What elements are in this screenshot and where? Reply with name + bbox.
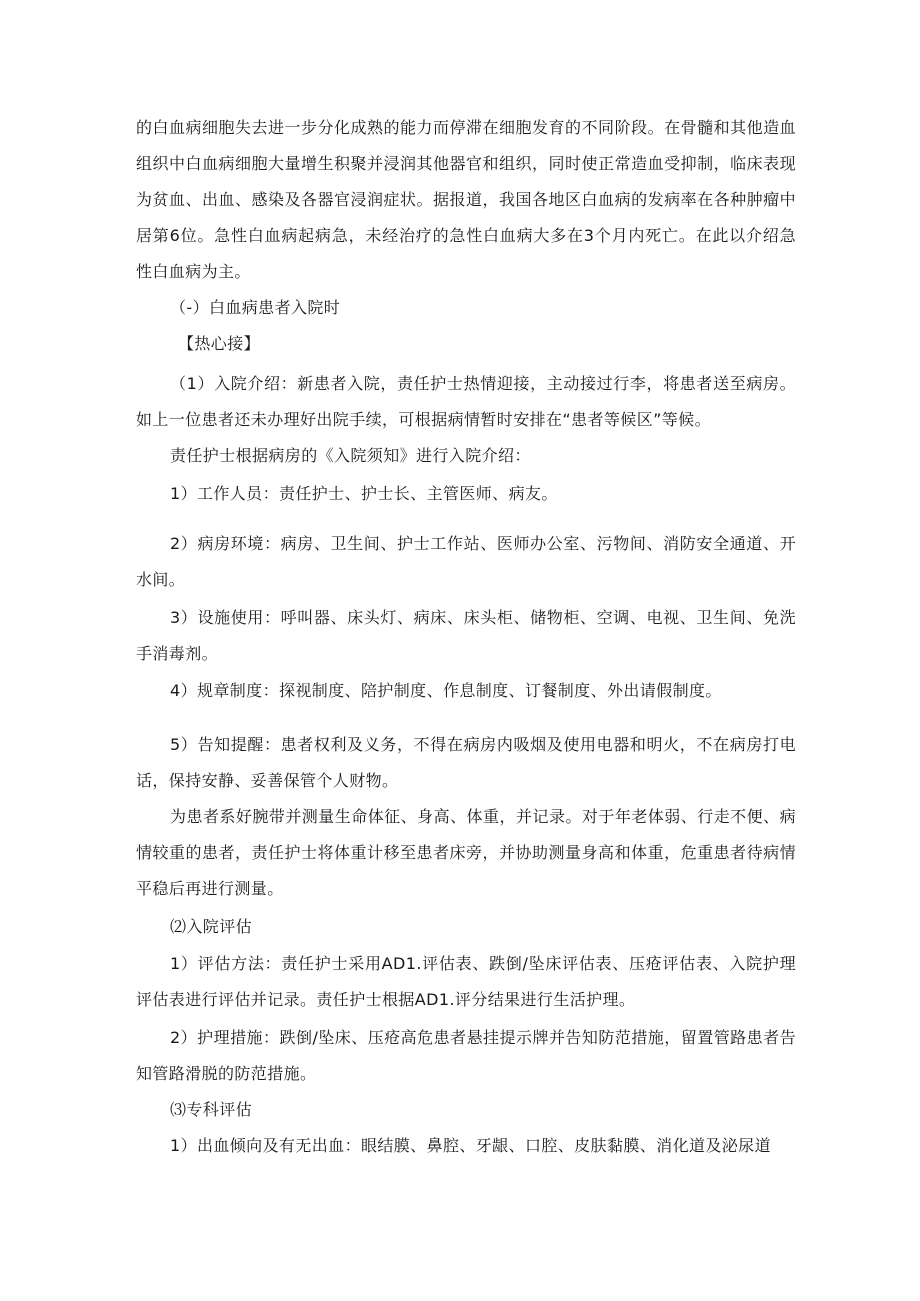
subheading-warm-reception: 【热心接】 [178, 334, 261, 353]
list-item-assessment-method: 1）评估方法：责任护士采用AD1.评估表、跌倒/坠床评估表、压疮评估表、入院护理评估表进行评估并记录。责任护士根据AD1.评分结果进行生活护理。 [136, 954, 796, 1009]
section-heading-admission: （-）白血病患者入院时 [170, 298, 341, 317]
list-item-nursing-measures: 2）护理措施：跌倒/坠床、压疮高危患者悬挂提示牌并告知防范措施，留置管路患者告知管路滑脱的防范措施。 [136, 1028, 796, 1083]
section-heading-admission-assessment: ⑵入院评估 [170, 917, 253, 936]
list-item-facilities: 3）设施使用：呼叫器、床头灯、病床、床头柜、储物柜、空调、电视、卫生间、免洗手消毒剂。 [136, 608, 796, 663]
section-heading-specialty-assessment: ⑶专科评估 [170, 1100, 253, 1119]
paragraph-admission-notice: 责任护士根据病房的《入院须知》进行入院介绍： [170, 446, 531, 465]
paragraph-wristband-vitals: 为患者系好腕带并测量生命体征、身高、体重，并记录。对于年老体弱、行走不便、病情较重的患者，责任护士将体重计移至患者床旁，并协助测量身高和体重，危重患者待病情平稳后再进行测量。 [136, 807, 796, 898]
list-item-bleeding-tendency: 1）出血倾向及有无出血：眼结膜、鼻腔、牙龈、口腔、皮肤黏膜、消化道及泌尿道 [170, 1136, 771, 1155]
paragraph-admission-introduction: （1）入院介绍：新患者入院，责任护士热情迎接，主动接过行李，将患者送至病房。如上一位患者还未办理好出院手续，可根据病情暂时安排在“患者等候区”等候。 [136, 374, 796, 429]
intro-paragraph: 的白血病细胞失去进一步分化成熟的能力而停滞在细胞发育的不同阶段。在骨髓和其他造血组织中白血病细胞大量增生积聚并浸润其他器官和组织，同时使正常造血受抑制，临床表现为贫血、出血、感染及各器官浸润症状。据报道，我国各地区白血病的发病率在各种肿瘤中居第6位。急性白血病起病急，未经治疗的急性白血病大多在3个月内死亡。在此以介绍急性白血病为主。 [136, 118, 796, 281]
list-item-ward-environment: 2）病房环境：病房、卫生间、护士工作站、医师办公室、污物间、消防安全通道、开水间。 [136, 534, 796, 589]
list-item-notice-reminder: 5）告知提醒：患者权利及义务，不得在病房内吸烟及使用电器和明火，不在病房打电话，保持安静、妥善保管个人财物。 [136, 735, 796, 790]
list-item-staff: 1）工作人员：责任护士、护士长、主管医师、病友。 [170, 484, 558, 503]
list-item-rules: 4）规章制度：探视制度、陪护制度、作息制度、订餐制度、外出请假制度。 [170, 681, 722, 700]
